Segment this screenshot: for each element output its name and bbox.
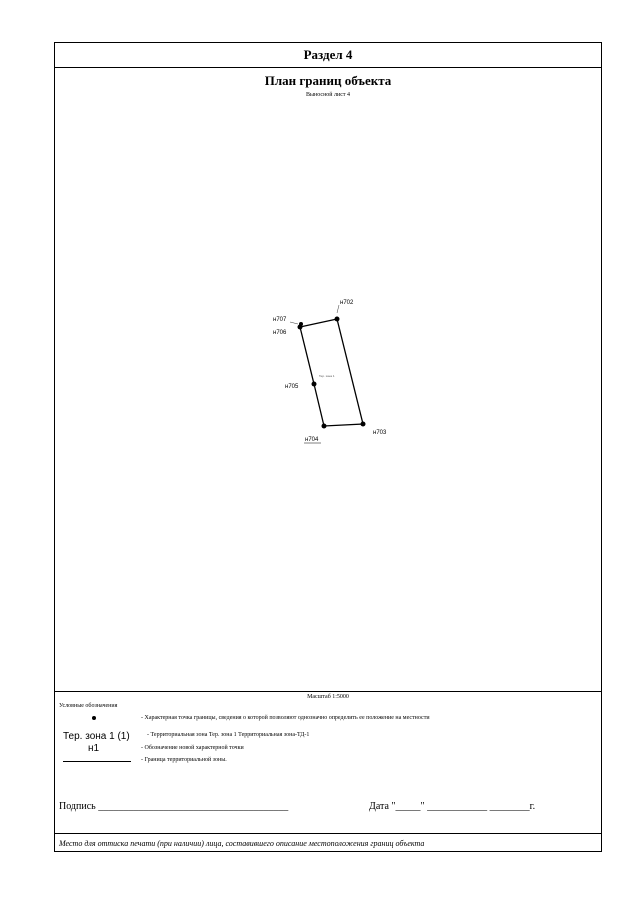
legend-new-point-desc: - Обозначение новой характерной точки <box>141 745 244 751</box>
legend-divider <box>55 691 601 692</box>
boundary-map <box>55 43 603 693</box>
legend-zone-desc: - Территориальная зона Тер. зона 1 Территориальная зона-ТД-1 <box>147 732 310 738</box>
point-n707 <box>299 322 303 326</box>
zone-boundary-symbol <box>63 761 131 762</box>
document-frame <box>54 42 602 852</box>
scale-label: Масштаб 1:5000 <box>307 694 349 700</box>
stamp-divider <box>55 833 601 834</box>
legend-title: Условные обозначения <box>59 703 118 709</box>
point-n704 <box>322 424 327 429</box>
legend-boundary-desc: - Граница территориальной зоны. <box>141 757 227 763</box>
zone-symbol: Тер. зона 1 (1) <box>63 731 130 742</box>
boundary-line <box>300 319 363 426</box>
new-point-symbol: н1 <box>88 743 100 754</box>
label-n704: н704 <box>305 437 319 443</box>
point-n703 <box>361 422 366 427</box>
plan-title: План границ объекта <box>264 73 392 88</box>
boundary-polygon <box>300 319 363 426</box>
label-n706: н706 <box>273 330 287 336</box>
date-line: Дата "_____" ____________ ________г. <box>369 801 536 812</box>
zone-label: Тер. зона 1 <box>319 374 335 378</box>
point-n702 <box>335 317 340 322</box>
point-symbol-icon <box>92 716 96 720</box>
label-n703: н703 <box>373 430 387 436</box>
sheet-label: Выносной лист 4 <box>306 92 350 98</box>
point-n705 <box>312 382 317 387</box>
signature-line: Подпись ______________________________________ <box>59 801 289 812</box>
section-title: Раздел 4 <box>303 47 353 62</box>
legend-point-desc: - Характерная точка границы, сведения о которой позволяют однозначно определить ее положение на местности <box>141 715 430 721</box>
label-n707: н707 <box>273 317 287 323</box>
label-n702: н702 <box>340 300 354 306</box>
label-n705: н705 <box>285 384 299 390</box>
stamp-note: Место для оттиска печати (при наличии) лица, составившего описание местоположения границ объекта <box>59 839 425 848</box>
